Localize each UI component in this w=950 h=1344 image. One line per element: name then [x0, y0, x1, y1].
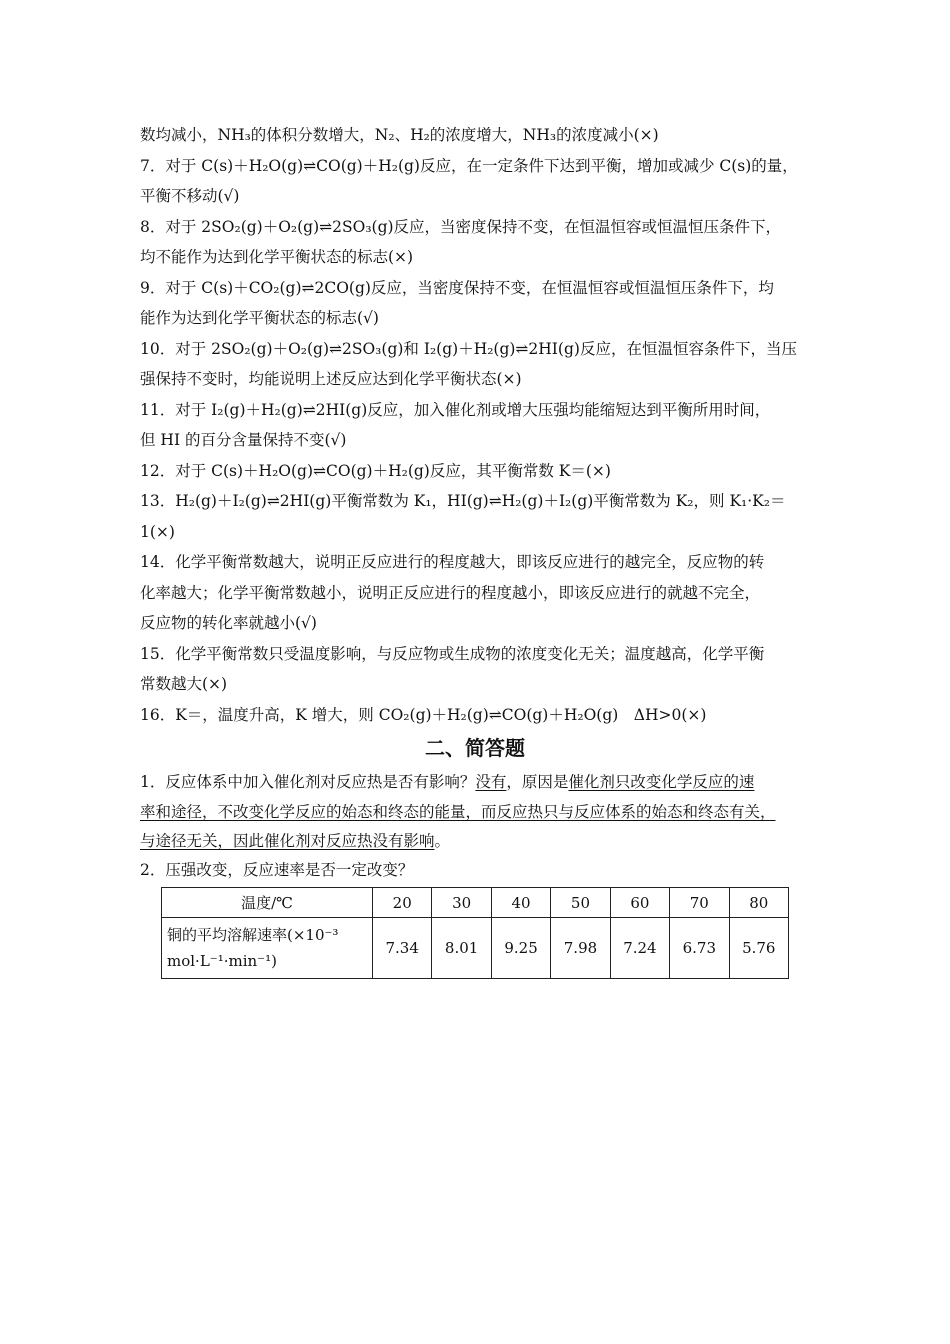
row-label-line: 铜的平均溶解速率(×10⁻³: [167, 926, 339, 944]
table-cell: 9.25: [491, 918, 550, 979]
question-1-line-1: [140, 772, 830, 792]
table-header-cell: [162, 918, 373, 979]
table-cell: 40: [491, 888, 550, 918]
row-label-line: mol·L⁻¹·min⁻¹): [167, 952, 277, 970]
text-line: 但 HI 的百分含量保持不变(√): [140, 431, 347, 449]
question-1-text: 。: [434, 832, 451, 850]
table-cell: 6.73: [670, 918, 729, 979]
table-cell: 7.24: [610, 918, 669, 979]
table-cell: 7.34: [373, 918, 432, 979]
text-line: 13．H₂(g)＋I₂(g)⇌2HI(g)平衡常数为 K₁，HI(g)⇌H₂(g)＋I₂(g)平衡常数为 K₂，则 K₁·K₂＝: [140, 492, 786, 510]
text-line: 能作为达到化学平衡状态的标志(√): [140, 309, 379, 327]
table-row: [162, 918, 789, 979]
text-line: 8．对于 2SO₂(g)＋O₂(g)⇌2SO₃(g)反应，当密度保持不变，在恒温恒容或恒温恒压条件下，: [140, 218, 782, 236]
question-2: 2．压强改变，反应速率是否一定改变？: [140, 861, 414, 879]
text-line: 7．对于 C(s)＋H₂O(g)⇌CO(g)＋H₂(g)反应，在一定条件下达到平衡，增加或减少 C(s)的量，: [140, 157, 798, 175]
text-line: 均不能作为达到化学平衡状态的标志(×): [140, 248, 414, 266]
question-1-line-2: [140, 802, 830, 822]
answer-text: 与途径无关，因此催化剂对反应热没有影响: [140, 832, 435, 850]
section-title: 二、简答题: [425, 736, 525, 760]
text-line: 14．化学平衡常数越大，说明正反应进行的程度越大，即该反应进行的越完全，反应物的转: [140, 553, 765, 571]
text-line: 平衡不移动(√): [140, 187, 240, 205]
answer-text: 没有: [475, 773, 507, 791]
table-cell: 60: [610, 888, 669, 918]
text-line: 1(×): [140, 523, 175, 541]
table-cell: 20: [373, 888, 432, 918]
text-line: 常数越大(×): [140, 675, 228, 693]
text-line: 11．对于 I₂(g)＋H₂(g)⇌2HI(g)反应，加入催化剂或增大压强均能缩短达到平衡所用时间，: [140, 401, 771, 419]
text-line: 强保持不变时，均能说明上述反应达到化学平衡状态(×): [140, 370, 522, 388]
table-header-cell: 温度/℃: [162, 888, 373, 918]
answer-text: 催化剂只改变化学反应的速: [568, 773, 755, 791]
table-cell: 50: [551, 888, 610, 918]
text-line: 15．化学平衡常数只受温度影响，与反应物或生成物的浓度变化无关；温度越高，化学平衡: [140, 645, 765, 663]
answer-text: 率和途径，不改变化学反应的始态和终态的能量，而反应热只与反应体系的始态和终态有关，: [140, 803, 776, 821]
table-row: [162, 888, 789, 918]
text-line: 反应物的转化率就越小(√): [140, 614, 317, 632]
text-line: 9．对于 C(s)＋CO₂(g)⇌2CO(g)反应，当密度保持不变，在恒温恒容或恒温恒压条件下，均: [140, 279, 774, 297]
text-line: 化率越大；化学平衡常数越小，说明正反应进行的程度越小，即该反应进行的就越不完全，: [140, 584, 761, 602]
table-cell: 30: [432, 888, 491, 918]
text-line: 数均减小，NH₃的体积分数增大，N₂、H₂的浓度增大，NH₃的浓度减小(×): [140, 126, 659, 144]
table-cell: 8.01: [432, 918, 491, 979]
question-1-text: ，原因是: [506, 773, 569, 791]
text-line: 10．对于 2SO₂(g)＋O₂(g)⇌2SO₃(g)和 I₂(g)＋H₂(g)⇌2HI(g)反应，在恒温恒容条件下，当压: [140, 340, 797, 358]
question-1-line-3: [140, 831, 830, 851]
table-cell: 7.98: [551, 918, 610, 979]
text-line: 16．K＝，温度升高，K 增大，则 CO₂(g)＋H₂(g)⇌CO(g)＋H₂O(g) ΔH>0(×): [140, 706, 707, 724]
table-cell: 80: [729, 888, 788, 918]
text-line: 12．对于 C(s)＋H₂O(g)⇌CO(g)＋H₂(g)反应，其平衡常数 K＝(×): [140, 462, 611, 480]
table-cell: 70: [670, 888, 729, 918]
question-1-text: 1．反应体系中加入催化剂对反应热是否有影响？: [140, 773, 476, 791]
table-cell: 5.76: [729, 918, 788, 979]
data-table: [161, 887, 789, 979]
